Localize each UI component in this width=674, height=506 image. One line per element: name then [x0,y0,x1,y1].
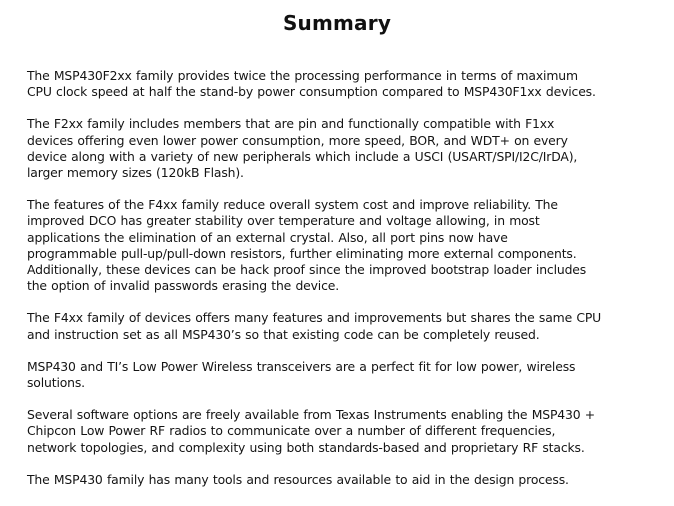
paragraph-tools [27,472,667,488]
text-line: and instruction set as all MSP430’s so that existing code can be completely reused. [27,326,540,342]
text-line: programmable pull-up/pull-down resistors, further eliminating more external components. [27,245,577,261]
paragraph-f4xx-cpu [27,310,667,342]
paragraph-software-options [27,407,667,456]
text-line: solutions. [27,375,85,391]
text-line: MSP430 and TI’s Low Power Wireless transceivers are a perfect fit for low power, wireless [27,358,576,374]
text-line: network topologies, and complexity using both standards-based and proprietary RF stacks. [27,439,585,455]
text-line: The F4xx family of devices offers many features and improvements but shares the same CPU [27,310,602,326]
text-line: Chipcon Low Power RF radios to communicate over a number of different frequencies, [27,423,556,439]
paragraph-f4xx-features [27,197,667,294]
text-line: improved DCO has greater stability over temperature and voltage allowing, in most [27,213,540,229]
paragraph-f2xx-compatibility [27,116,667,181]
text-line: applications the elimination of an external crystal. Also, all port pins now have [27,229,508,245]
text-line: CPU clock speed at half the stand-by power consumption compared to MSP430F1xx devices. [27,84,596,100]
text-line: device along with a variety of new peripherals which include a USCI (USART/SPI/I2C/IrDA), [27,148,578,164]
text-line: The MSP430F2xx family provides twice the processing performance in terms of maximum [27,68,578,83]
text-line: The features of the F4xx family reduce overall system cost and improve reliability. The [27,197,558,213]
paragraph-f2xx-performance [27,68,667,100]
text-line: The MSP430 family has many tools and resources available to aid in the design process. [27,471,569,487]
text-line: larger memory sizes (120kB Flash). [27,165,244,181]
slide-title: Summary [282,11,392,35]
slide-body [27,68,667,504]
paragraph-wireless [27,359,667,391]
text-line: devices offering even lower power consumption, more speed, BOR, and WDT+ on every [27,132,568,148]
text-line: Additionally, these devices can be hack proof since the improved bootstrap loader includes [27,262,587,278]
text-line: Several software options are freely available from Texas Instruments enabling the MSP430 + [27,407,595,423]
text-line: The F2xx family includes members that are pin and functionally compatible with F1xx [27,116,555,132]
text-line: the option of invalid passwords erasing the device. [27,278,340,294]
